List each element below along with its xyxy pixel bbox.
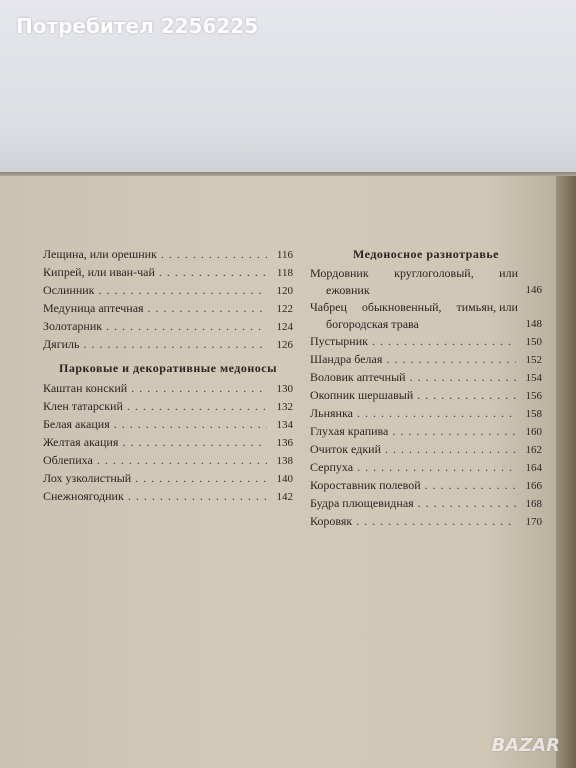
section-heading: Парковые и декоративные медоносы (59, 361, 277, 375)
toc-entry: Кипрей, или иван-чай . . . 118 (43, 264, 293, 282)
toc-entry: Пустырник . . . 150 (310, 333, 542, 351)
toc-entry: Глухая крапива . . . 160 (310, 423, 542, 441)
toc-entry: Лещина, или орешник . . . 116 (43, 246, 293, 264)
toc-entry: Медуница аптечная . . . 122 (43, 300, 293, 318)
toc-entry: Золотарник . . . 124 (43, 318, 293, 336)
toc-entry: Каштан конский . . . 130 (43, 380, 293, 398)
toc-entry: Будра плющевидная . . . 168 (310, 495, 542, 513)
toc-entry: Дягиль . . . 126 (43, 336, 293, 354)
section-heading: Медоносное разнотравье (352, 247, 499, 261)
toc-entry: Серпуха . . . 164 (310, 459, 542, 477)
toc-entry: Белая акация . . . 134 (43, 416, 293, 434)
toc-entry: Мордовник круглоголовый, или ежовник 146 (310, 266, 542, 297)
toc-entry: Окопник шершавый . . . 156 (310, 387, 542, 405)
toc-entry: Шандра белая . . . 152 (310, 351, 542, 369)
toc-entry: Снежноягодник . . . 142 (43, 488, 293, 506)
toc-entry: Короставник полевой . . . 166 (310, 477, 542, 495)
toc-entry: Воловик аптечный . . . 154 (310, 369, 542, 387)
toc-entry: Клен татарский . . . 132 (43, 398, 293, 416)
toc-right-column (310, 246, 542, 531)
toc-entry: Льнянка . . . 158 (310, 405, 542, 423)
toc-left-column (43, 246, 293, 506)
toc-entry: Облепиха . . . 138 (43, 452, 293, 470)
toc-entry: Ослинник . . . 120 (43, 282, 293, 300)
toc-entry: Желтая акация . . . 136 (43, 434, 293, 452)
toc-entry: Коровяк . . . 170 (310, 513, 542, 531)
bazar-watermark-logo: BAZAR (491, 735, 560, 756)
toc-entry: Лох узколистный . . . 140 (43, 470, 293, 488)
toc-entry: Очиток едкий . . . 162 (310, 441, 542, 459)
toc-entry: Чабрец обыкновенный, тимьян, или богородская трава 148 (310, 300, 542, 331)
user-banner: Потребител 2256225 (16, 14, 259, 38)
book-binding (556, 176, 576, 768)
